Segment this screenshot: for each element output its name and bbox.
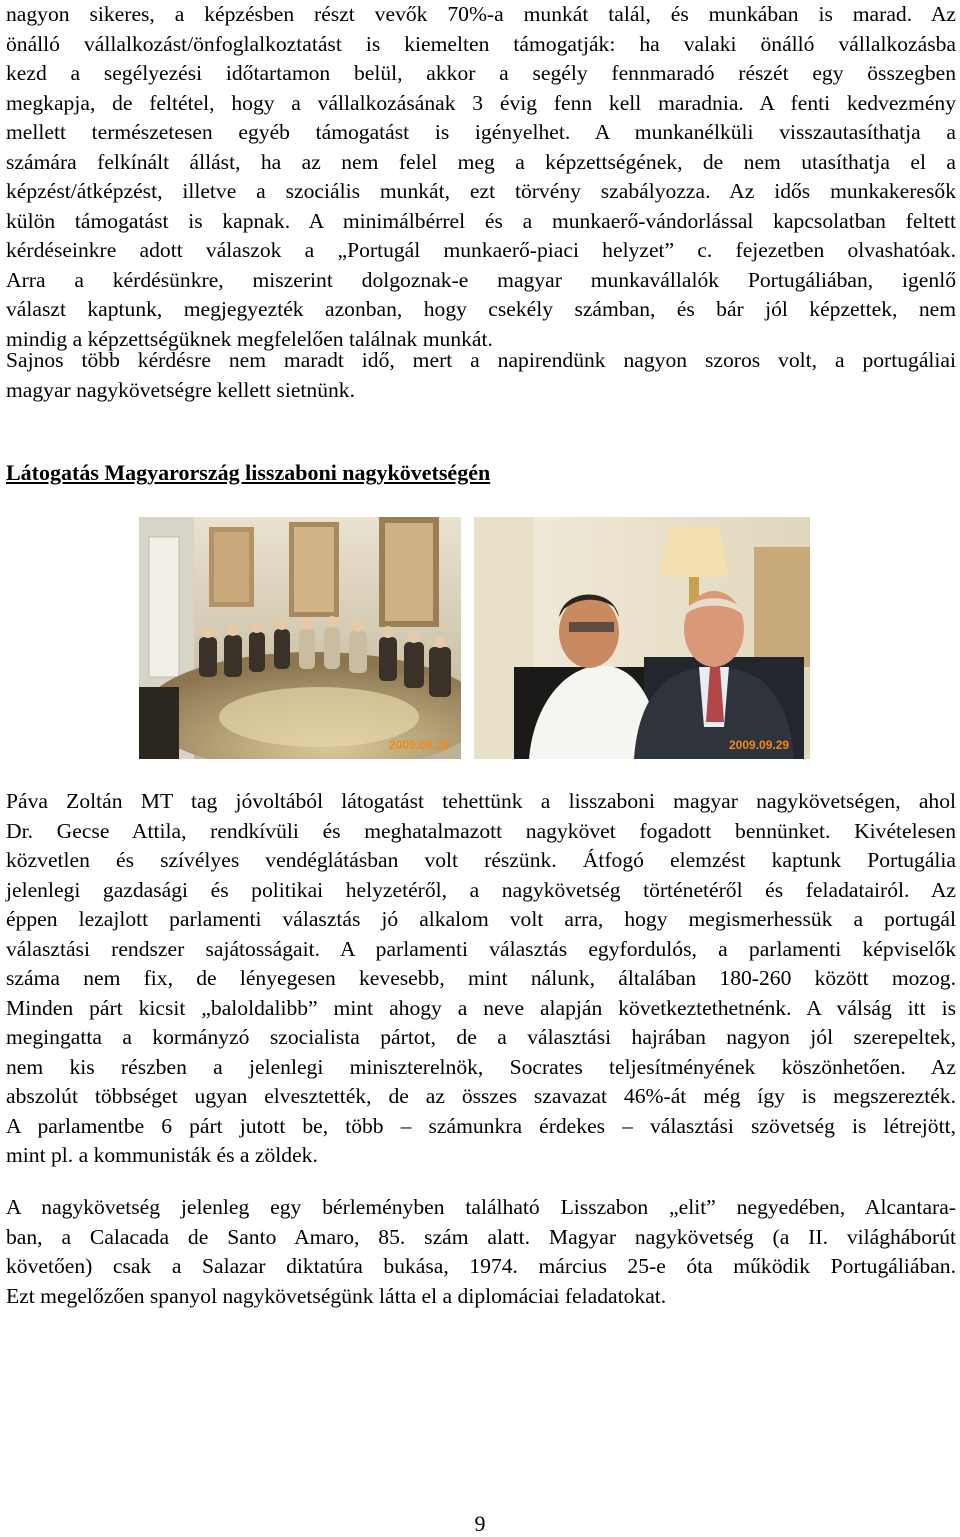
text-line: nagyon sikeres, a képzésben részt vevők 70%-a munkát talál, és munkában is marad. Az xyxy=(6,2,956,26)
text-line: Ezt megelőzően spanyol nagykövetségünk látta el a diplomáciai feladatokat. xyxy=(6,1283,667,1308)
text-line: Arra a kérdésünkre, miszerint dolgoznak-e magyar munkavállalók Portugáliában, igenlő xyxy=(6,267,956,292)
text-line: megkapja, de feltétel, hogy a vállalkozásának 3 évig fenn kell maradnia. A fenti kedvezmény xyxy=(6,90,956,115)
text-line: éppen lezajlott parlamenti választás jó alkalom volt arra, hogy megismerhessük a portugál xyxy=(6,907,956,931)
text-line: megingatta a kormányzó szocialista pártot, de a választási hajrában nagyon jól szerepeltek, xyxy=(6,1025,956,1049)
text-line: számára felkínált állást, ha az nem felel meg a képzettségének, de nem utasíthatja el a xyxy=(6,149,956,174)
text-line: követően) csak a Salazar diktatúra bukása, 1974. március 25-e óta működik Portugáliában. xyxy=(6,1254,956,1278)
embassy-meeting-room-photo xyxy=(139,517,461,759)
text-line: kezd a segélyezési időtartamon belül, akkor a segély fennmaradó részét egy összegben xyxy=(6,61,956,85)
text-line: mellett természetesen egyéb támogatást is igényelhet. A munkanélküli visszautasíthatja a xyxy=(6,120,956,144)
ambassador-conversation-photo xyxy=(474,517,810,759)
text-line: abszolút többséget ugyan elvesztették, de az összes szavazat 46%-át még így is megszerezték. xyxy=(6,1084,956,1108)
text-line: mint pl. a kommunisták és a zöldek. xyxy=(6,1143,318,1167)
page-number: 9 xyxy=(474,1511,486,1536)
text-line: külön támogatást is kapnak. A minimálbérrel és a munkaerő-vándorlással kapcsolatban feltett xyxy=(6,208,956,233)
text-line: Dr. Gecse Attila, rendkívüli és meghatalmazott nagykövet fogadott bennünket. Kivételesen xyxy=(6,818,956,843)
text-line: A parlamentbe 6 párt jutott be, több – számunkra érdekes – választási szövetség is létrejött, xyxy=(6,1113,956,1138)
photo-date-stamp: 2009.09.29 xyxy=(389,738,450,752)
text-line: Páva Zoltán MT tag jóvoltából látogatást tehettünk a lisszaboni magyar nagykövetségen, ahol xyxy=(6,789,956,813)
intro-paragraph xyxy=(6,0,956,354)
text-line: választási rendszer sajátosságait. A parlamenti választás egyfordulós, a parlamenti képviselők xyxy=(6,936,956,961)
text-line: jelenlegi gazdasági és politikai helyzetéről, a nagykövetség történetéről és feladatairól. Az xyxy=(6,877,956,902)
photo-date-stamp: 2009.09.29 xyxy=(729,738,790,752)
text-line: képzést/átképzést, illetve a szociális munkát, ezt törvény szabályozza. Az idős munkakeresők xyxy=(6,179,956,203)
embassy-location-paragraph xyxy=(6,1193,956,1311)
text-line: Minden párt kicsit „baloldalibb” mint ahogy a neve alapján következtethetnénk. A válság itt is xyxy=(6,995,956,1020)
text-line: száma nem fix, de lényegesen kevesebb, mint nálunk, általában 180-260 között mozog. xyxy=(6,966,956,990)
text-line: ban, a Calacada de Santo Amaro, 85. szám alatt. Magyar nagykövetség (a II. világháborút xyxy=(6,1224,956,1249)
text-line: önálló vállalkozást/önfoglalkoztatást is kiemelten támogatják: ha valaki önálló vállalkozásba xyxy=(6,31,956,56)
embassy-visit-paragraph xyxy=(6,787,956,1171)
text-line: választ kaptunk, megjegyezték azonban, hogy csekély számban, és bár jól képzettek, nem xyxy=(6,297,956,321)
text-line: A nagykövetség jelenleg egy bérleményben található Lisszabon „elit” negyedében, Alcantara- xyxy=(6,1195,956,1219)
text-line: magyar nagykövetségre kellett sietnünk. xyxy=(6,377,355,402)
text-line: közvetlen és szívélyes vendéglátásban volt részünk. Átfogó elemzést kaptunk Portugália xyxy=(6,848,956,872)
text-line: Sajnos több kérdésre nem maradt idő, mert a napirendünk nagyon szoros volt, a portugáliai xyxy=(6,348,956,372)
text-line: kérdéseinkre adott válaszok a „Portugál munkaerő-piaci helyzet” c. fejezetben olvashatóak. xyxy=(6,238,956,262)
text-line: mindig a képzettségüknek megfelelően találnak munkát. xyxy=(6,326,493,351)
section-heading: Látogatás Magyarország lisszaboni nagykövetségén xyxy=(6,460,491,485)
text-line: nem kis részben a jelenlegi miniszterelnök, Socrates teljesítményének köszönhetően. Az xyxy=(6,1054,956,1079)
second-paragraph xyxy=(6,346,956,405)
